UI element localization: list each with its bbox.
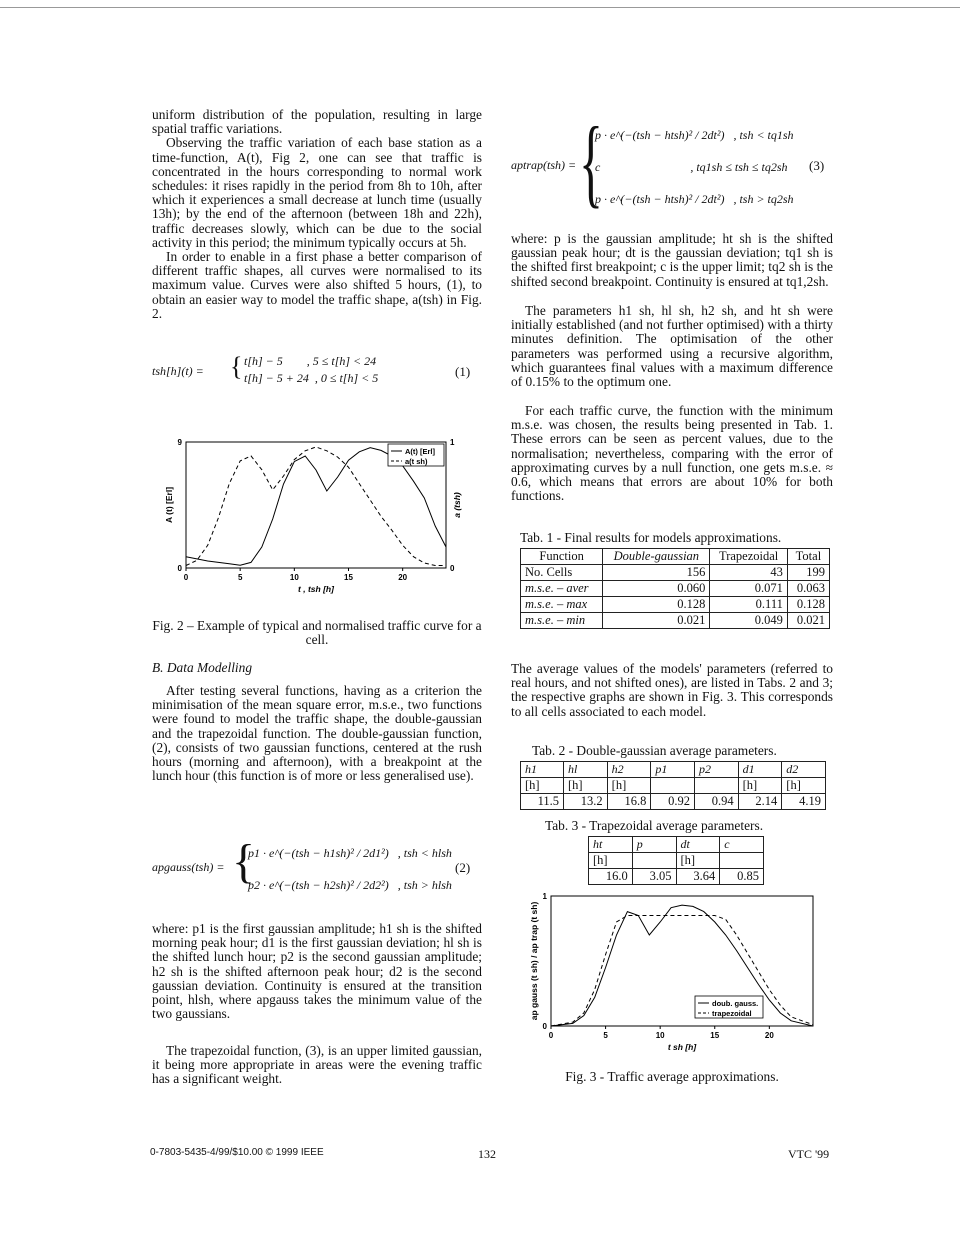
table-row — [589, 869, 764, 885]
x-tick-label: 5 — [237, 573, 243, 582]
table-cell: 0.85 — [720, 869, 764, 885]
tab3-table — [588, 836, 764, 885]
table-cell: 0.049 — [710, 613, 787, 629]
table-cell: dt — [676, 837, 720, 853]
table-cell: 0.128 — [787, 597, 829, 613]
x-tick-label: 20 — [764, 1031, 774, 1040]
fig2-chart — [152, 432, 482, 612]
table-cell: 43 — [710, 565, 787, 581]
series-line-solid — [551, 905, 813, 1026]
table-row — [589, 837, 764, 853]
equation-2: apgauss(tsh) = { p1 · e^(−(tsh − h1sh)² / 2d1²) , tsh < hlsh p2 · e^(−(tsh − h2sh)² / 2d2²) , tsh > hlsh (2) — [152, 835, 471, 892]
table-cell: 0.021 — [787, 613, 829, 629]
table-cell: [h] — [738, 778, 782, 794]
eq2-row1: p1 · e^(−(tsh − h1sh)² / 2d1²) , tsh < hlsh — [248, 846, 452, 860]
table-cell: p1 — [651, 762, 695, 778]
paragraph: Observing the traffic variation of each base station as a time-function, A(t), Fig 2, one can see that traffic is concentrated in the hours corresponding to normal work schedules: it rises rapidly in the period from 8h to 10h, after which it experiences a small decrease at lunch time (usually 13h); by the end of the afternoon (between 18h and 22h), traffic decreases slowly, which can be due to the social activity in this period; the minimum typically occurs at 5h. — [152, 135, 482, 250]
tab1-table — [520, 548, 830, 629]
tab2-caption: Tab. 2 - Double-gaussian average parameters. — [532, 743, 777, 758]
legend-label: a(t sh) — [405, 457, 428, 466]
paragraph: The average values of the models' parameters (referred to real hours, and not shifted ones), are listed in Tabs. 2 and 3; the respective graphs are shown in Fig. 3. This corresponds to all cells associated to each model. — [511, 661, 833, 719]
tab2-table — [520, 761, 826, 810]
table-cell: d1 — [738, 762, 782, 778]
table-cell: [h] — [589, 853, 633, 869]
tab3-caption: Tab. 3 - Trapezoidal average parameters. — [545, 818, 764, 833]
tab1-header: Total — [787, 549, 829, 565]
table-cell: [h] — [607, 778, 651, 794]
eq3-lhs: aptrap(tsh) = — [511, 158, 577, 172]
paragraph: The trapezoidal function, (3), is an upper limited gaussian, it being more appropriate in areas were the evening traffic has a significant weight. — [152, 1043, 482, 1087]
table-cell: ht — [589, 837, 633, 853]
table-cell: 3.64 — [676, 869, 720, 885]
left-column — [152, 108, 482, 321]
eq1-lhs: tsh[h](t) = — [152, 364, 204, 378]
table-cell: m.s.e. – aver — [521, 581, 603, 597]
table-cell: 2.14 — [738, 794, 782, 810]
x-tick-label: 5 — [603, 1031, 608, 1040]
paragraph: After testing several functions, having as a criterion the minimisation of the mean square error, m.s.e., two functions were found to model the traffic shape, the double-gaussian and the trapezoidal function. The double-gaussian function, (2), consists of two gaussian functions, centered at the rush hours (morning and afternoon), with a breakpoint at the lunch hour (this function is of more or less generalised use). — [152, 683, 482, 784]
legend-label: A(t) [Erl] — [405, 447, 435, 456]
table-cell: [h] — [564, 778, 608, 794]
eq3-number: (3) — [809, 158, 825, 173]
table-cell — [632, 853, 676, 869]
table-row — [589, 853, 764, 869]
fig2-caption: Fig. 2 – Example of typical and normalised traffic curve for a cell. — [152, 618, 482, 647]
table-row — [521, 613, 830, 629]
footer-copyright: 0-7803-5435-4/99/$10.00 © 1999 IEEE — [150, 1147, 324, 1158]
y-axis-label: A (t) [Erl] — [164, 486, 174, 524]
tab1-caption: Tab. 1 - Final results for models approximations. — [520, 530, 782, 545]
table-cell: [h] — [676, 853, 720, 869]
y-tick-label: 0 — [177, 564, 182, 573]
table-cell: 0.128 — [603, 597, 710, 613]
table-row — [521, 565, 830, 581]
table-cell: p2 — [694, 762, 738, 778]
table-cell: h1 — [521, 762, 564, 778]
table-cell: 0.111 — [710, 597, 787, 613]
y2-axis-label: a (tsh) — [452, 492, 462, 518]
table-cell: 0.060 — [603, 581, 710, 597]
eq2-number: (2) — [455, 860, 471, 875]
paragraph: where: p is the gaussian amplitude; ht sh is the shifted gaussian peak hour; dt is the gaussian deviation; tq1 sh is the shifted first breakpoint; c is the upper limit; tq2 sh is the shifted second breakpoint. Continuity is ensured at tq1,2sh. — [511, 231, 833, 289]
eq2-row2: p2 · e^(−(tsh − h2sh)² / 2d2²) , tsh > hlsh — [248, 878, 452, 892]
table-cell: 0.94 — [694, 794, 738, 810]
table-row — [521, 762, 826, 778]
table-cell: 199 — [787, 565, 829, 581]
top-rule — [0, 7, 960, 8]
y2-tick-label: 0 — [450, 564, 455, 573]
table-cell: 13.2 — [564, 794, 608, 810]
table-cell: 0.071 — [710, 581, 787, 597]
table-cell — [694, 778, 738, 794]
y-tick-label: 9 — [177, 438, 182, 447]
table-cell: 0.92 — [651, 794, 695, 810]
plot-frame — [551, 896, 813, 1026]
table-cell: p — [632, 837, 676, 853]
table-cell: 0.021 — [603, 613, 710, 629]
legend-label: trapezoidal — [712, 1009, 752, 1018]
table-cell: [h] — [782, 778, 826, 794]
paragraph: uniform distribution of the population, resulting in large spatial traffic variations. — [152, 107, 482, 137]
table-cell: hl — [564, 762, 608, 778]
x-axis-label: t , tsh [h] — [298, 584, 334, 594]
eq1-row2: t[h] − 5 + 24 , 0 ≤ t[h] < 5 — [244, 371, 379, 385]
paragraph: For each traffic curve, the function with the minimum m.s.e. was chosen, the results being presented in Tab. 1. These errors can be seen as percent values, due to the normalisation; nevertheless, comparing with the error of approximating curves by a null function, one gets m.s.e. ≈ 0.6, which means that errors are about 10% for both functions. — [511, 403, 833, 504]
table-row — [521, 778, 826, 794]
table-cell: m.s.e. – min — [521, 613, 603, 629]
table-cell: m.s.e. – max — [521, 597, 603, 613]
eq3-row3: p · e^(−(tsh − htsh)² / 2dt²) , tsh > tq2sh — [595, 192, 794, 206]
table-cell: h2 — [607, 762, 651, 778]
paragraph: In order to enable in a first phase a better comparison of different traffic shapes, all curves were normalised to its maximum value. Curves were also shifted 5 hours, (1), to obtain an easier way to model the traffic shape, a(tsh) in Fig. 2. — [152, 249, 482, 321]
eq1-row1: t[h] − 5 , 5 ≤ t[h] < 24 — [244, 354, 377, 368]
tab1-header: Function — [521, 549, 603, 565]
section-heading: B. Data Modelling — [152, 660, 253, 675]
table-cell: 0.063 — [787, 581, 829, 597]
legend-label: doub. gauss. — [712, 999, 759, 1008]
tab1-header: Double-gaussian — [603, 549, 710, 565]
eq2-lhs: apgauss(tsh) = — [152, 860, 225, 874]
tab1-header: Trapezoidal — [710, 549, 787, 565]
table-cell — [651, 778, 695, 794]
series-line-dashed — [551, 916, 813, 1027]
fig3-caption: Fig. 3 - Traffic average approximations. — [565, 1069, 779, 1084]
x-axis-label: t sh [h] — [667, 1042, 697, 1052]
table-row — [521, 794, 826, 810]
y-axis-label: ap gauss (t sh) / ap trap (t sh) — [529, 901, 539, 1021]
x-tick-label: 0 — [548, 1031, 554, 1040]
footer-conference: VTC '99 — [788, 1147, 830, 1161]
table-cell: 11.5 — [521, 794, 564, 810]
table-cell: No. Cells — [521, 565, 603, 581]
table-cell: 156 — [603, 565, 710, 581]
equation-3: aptrap(tsh) = { p · e^(−(tsh − htsh)² / 2dt²) , tsh < tq1sh c , tq1sh ≤ tsh ≤ tq2sh p · e^(−(tsh − htsh)² / 2dt²) , tsh > tq2sh (3) — [511, 106, 825, 217]
paragraph: where: p1 is the first gaussian amplitude; h1 sh is the shifted morning peak hour; d1 is the first gaussian deviation; hl sh is the shifted lunch hour; p2 is the second gaussian amplitude; h2 sh is the shifted afternoon peak hour; d2 is the second gaussian deviation. Continuity is ensured at the transition point, hlsh, where apgauss takes the minimum value of the two gaussians. — [152, 921, 482, 1022]
table-cell: 16.0 — [589, 869, 633, 885]
table-cell — [720, 853, 764, 869]
eq3-row1: p · e^(−(tsh − htsh)² / 2dt²) , tsh < tq1sh — [595, 128, 794, 142]
x-tick-label: 10 — [655, 1031, 665, 1040]
y-tick-label: 0 — [542, 1022, 547, 1031]
eq3-row2: c , tq1sh ≤ tsh ≤ tq2sh — [595, 160, 788, 174]
y2-tick-label: 1 — [450, 438, 455, 447]
table-cell: 16.8 — [607, 794, 651, 810]
x-tick-label: 15 — [344, 573, 353, 582]
paragraph: The parameters h1 sh, hl sh, h2 sh, and ht sh were initially established (and not further optimised) with a thirty minutes definition. The optimisation of the other parameters was performed using a recursive algorithm, which guarantees final values with a maximum difference of 0.15% to the optimum one. — [511, 303, 833, 390]
table-cell: c — [720, 837, 764, 853]
table-cell: 4.19 — [782, 794, 826, 810]
table-row — [521, 597, 830, 613]
fig3-chart — [511, 888, 833, 1066]
x-tick-label: 0 — [183, 573, 189, 582]
eq1-number: (1) — [455, 364, 471, 379]
page-number: 132 — [478, 1147, 496, 1161]
x-tick-label: 10 — [289, 573, 299, 582]
x-tick-label: 15 — [710, 1031, 720, 1040]
table-cell: d2 — [782, 762, 826, 778]
equation-1: tsh[h](t) = { t[h] − 5 , 5 ≤ t[h] < 24 t[h] − 5 + 24 , 0 ≤ t[h] < 5 (1) — [152, 352, 471, 385]
table-row — [521, 581, 830, 597]
x-tick-label: 20 — [398, 573, 408, 582]
table-cell: [h] — [521, 778, 564, 794]
table-cell: 3.05 — [632, 869, 676, 885]
y-tick-label: 1 — [542, 892, 547, 901]
